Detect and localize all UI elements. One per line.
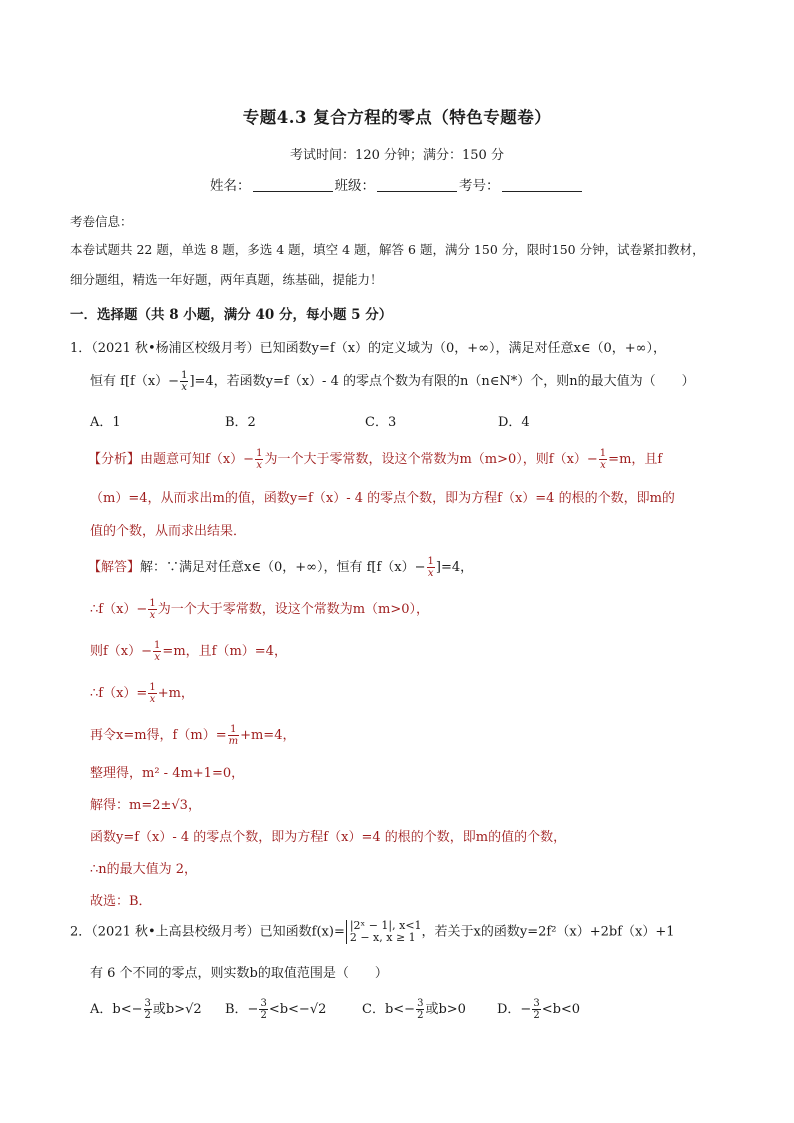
fraction: $\frac{1}{x}$ [154,640,161,663]
q1-solution-line-9: ∴n的最大值为 2， [90,862,198,877]
q1-solution-line-3: 则f（x）− $\frac{1}{x}$ =m，且f（m）=4， [90,640,287,663]
q1-solution-line-4: ∴f（x）= $\frac{1}{x}$ +m， [90,682,194,705]
name-label: 姓名： [210,178,251,194]
fraction: $\frac{1}{x}$ [427,556,434,579]
class-label: 班级： [334,178,375,194]
section-heading: 一．选择题（共 8 小题，满分 40 分，每小题 5 分） [70,307,393,323]
q1-solution-line-10: 故选：B． [90,894,152,909]
q1-option-a[interactable]: A．1 [90,415,121,430]
q1-stem-line-1: 1．（2021 秋•杨浦区校级月考）已知函数y=f（x）的定义域为（0，+∞），满足对任意x∈（0，+∞）， [70,341,666,356]
fraction: $\frac{1}{m}$ [228,724,239,747]
info-line-2: 细分题组，精选一年好题，两年真题，练基础，提能力！ [70,272,383,287]
solution-tag: 【解答】 [88,560,141,575]
name-blank[interactable] [253,191,333,192]
q2-option-a[interactable]: A．b<− $\frac{3}{2}$ 或b>√2 [90,998,202,1021]
q2-stem-line-2: 有 6 个不同的零点，则实数b的取值范围是（ ） [90,966,388,981]
q1-solution-line-1: 【解答】解：∵满足对任意x∈（0，+∞），恒有 f[f（x）− $\frac{1}{x}$ ]=4， [88,556,474,579]
fraction: $\frac{1}{x}$ [149,682,156,705]
page-title: 专题4.3 复合方程的零点（特色专题卷） [242,108,552,127]
exam-time: 考试时间：120 分钟；满分：150 分 [290,148,504,163]
fraction: $\frac{1}{x}$ [181,370,188,393]
number-blank[interactable] [502,191,582,192]
q2-stem-line-1: 2．（2021 秋•上高县校级月考）已知函数f(x)= |2ˣ − 1|, x<1 2 − x, x ≥ 1 ，若关于x的函数y=2f²（x）+2bf（x）+1 [70,919,675,944]
q2-option-b[interactable]: B．− $\frac{3}{2}$ <b<−√2 [225,998,327,1021]
fraction: $\frac{3}{2}$ [417,998,424,1021]
piecewise-function: |2ˣ − 1|, x<1 2 − x, x ≥ 1 [346,920,422,944]
q1-stem-line-2: 恒有 f[f（x）− $\frac{1}{x}$ ]=4，若函数y=f（x）- 4 的零点个数为有限的n（n∈N*）个，则n的最大值为（ ） [90,370,695,393]
fraction: $\frac{3}{2}$ [260,998,267,1021]
q1-solution-line-5: 再令x=m得，f（m）= $\frac{1}{m}$ +m=4， [90,724,296,747]
fraction: $\frac{1}{x}$ [256,448,263,471]
q1-solution-line-6: 整理得，m² - 4m+1=0， [90,766,245,781]
q1-option-c[interactable]: C．3 [365,415,397,430]
q1-analysis-line-2: （m）=4，从而求出m的值，函数y=f（x）- 4 的零点个数，即为方程f（x）=4 的根的个数，即m的 [90,491,675,506]
q2-option-d[interactable]: D．− $\frac{3}{2}$ <b<0 [497,998,581,1021]
class-blank[interactable] [377,191,457,192]
number-label: 考号： [459,178,500,194]
student-info-row [210,174,584,194]
fraction: $\frac{1}{x}$ [149,598,156,621]
analysis-tag: 【分析】 [88,452,141,467]
info-heading: 考卷信息： [70,214,133,229]
q1-solution-line-7: 解得：m=2±√3， [90,798,201,813]
fraction: $\frac{1}{x}$ [599,448,607,471]
q1-option-b[interactable]: B．2 [225,415,256,430]
q1-option-d[interactable]: D．4 [498,415,530,430]
q1-solution-line-8: 函数y=f（x）- 4 的零点个数，即为方程f（x）=4 的根的个数，即m的值的个数， [90,830,567,845]
fraction: $\frac{3}{2}$ [533,998,540,1021]
fraction: $\frac{3}{2}$ [144,998,151,1021]
q2-option-c[interactable]: C．b<− $\frac{3}{2}$ 或b>0 [362,998,466,1021]
q1-analysis-line-3: 值的个数，从而求出结果． [90,524,247,539]
q1-analysis-line-1: 【分析】由题意可知f（x）− $\frac{1}{x}$ 为一个大于零常数，设这个常数为m（m>0），则f（x）− $\frac{1}{x}$ =m，且f [88,448,663,471]
info-line-1: 本卷试题共 22 题，单选 8 题，多选 4 题，填空 4 题，解答 6 题，满分 150 分，限时150 分钟，试卷紧扣教材， [70,242,705,257]
q1-solution-line-2: ∴f（x）− $\frac{1}{x}$ 为一个大于零常数，设这个常数为m（m>0）， [90,598,430,621]
